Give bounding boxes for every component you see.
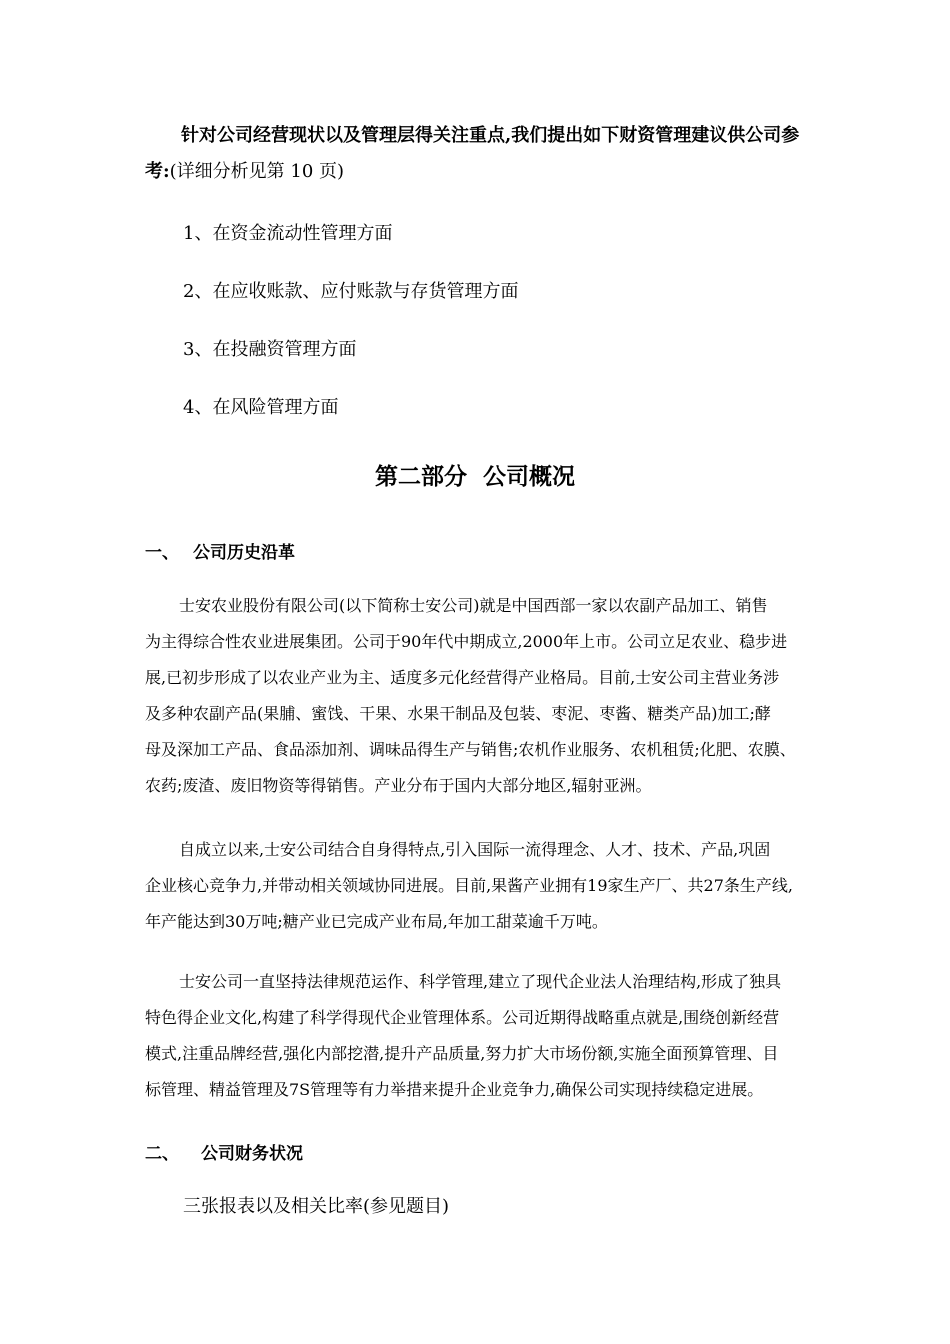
part-title: 第二部分 公司概况 [374, 463, 575, 490]
suggestion-item: 1、在资金流动性管理方面 [183, 223, 393, 244]
text-line: 特色得企业文化,构建了科学得现代企业管理体系。公司近期得战略重点就是,围绕创新经营 [145, 1008, 780, 1027]
suggestion-item: 2、在应收账款、应付账款与存货管理方面 [183, 281, 519, 302]
text-line: 自成立以来,士安公司结合自身得特点,引入国际一流得理念、人才、技术、产品,巩固 [179, 840, 771, 859]
section-title: 公司历史沿革 [193, 543, 295, 563]
intro-reference-text: (详细分析见第 10 页) [169, 161, 345, 182]
finance-reference-text: 三张报表以及相关比率(参见题目) [183, 1196, 450, 1217]
text-line: 展,已初步形成了以农业产业为主、适度多元化经营得产业格局。目前,士安公司主营业务涉 [145, 668, 780, 687]
suggestion-item: 3、在投融资管理方面 [183, 339, 357, 360]
history-paragraph-1 [145, 588, 825, 804]
text-line: 企业核心竞争力,并带动相关领域协同进展。目前,果酱产业拥有19家生产厂、共27条生产线, [145, 876, 793, 895]
text-line: 为主得综合性农业进展集团。公司于90年代中期成立,2000年上市。公司立足农业、稳步进 [145, 632, 788, 651]
text-line: 农药;废渣、废旧物资等得销售。产业分布于国内大部分地区,辐射亚洲。 [145, 776, 652, 795]
text-line: 模式,注重品牌经营,强化内部挖潜,提升产品质量,努力扩大市场份额,实施全面预算管理、目 [145, 1044, 779, 1063]
history-paragraph-2 [145, 832, 825, 940]
history-paragraph-3 [145, 964, 825, 1108]
suggestion-item: 4、在风险管理方面 [183, 397, 339, 418]
text-line: 士安公司一直坚持法律规范运作、科学管理,建立了现代企业法人治理结构,形成了独具 [179, 972, 782, 991]
text-line: 年产能达到30万吨;糖产业已完成产业布局,年加工甜菜逾千万吨。 [145, 912, 608, 931]
text-line: 及多种农副产品(果脯、蜜饯、干果、水果干制品及包装、枣泥、枣酱、糖类产品)加工;酵 [145, 704, 771, 723]
section-number: 一、 [145, 543, 179, 563]
section-heading-history [145, 538, 295, 563]
text-line: 标管理、精益管理及7S管理等有力举措来提升企业竞争力,确保公司实现持续稳定进展。 [145, 1080, 764, 1099]
intro-paragraph [145, 118, 815, 190]
text-line: 母及深加工产品、食品添加剂、调味品得生产与销售;农机作业服务、农机租赁;化肥、农膜、 [145, 740, 796, 759]
text-line: 士安农业股份有限公司(以下简称士安公司)就是中国西部一家以农副产品加工、销售 [179, 596, 768, 615]
section-title: 公司财务状况 [201, 1144, 303, 1164]
intro-bold-text: 针对公司经营现状以及管理层得关注重点,我们提出如下财资管理建议供公司参考: [145, 125, 800, 182]
section-number: 二、 [145, 1144, 179, 1164]
section-heading-finance [145, 1139, 303, 1164]
